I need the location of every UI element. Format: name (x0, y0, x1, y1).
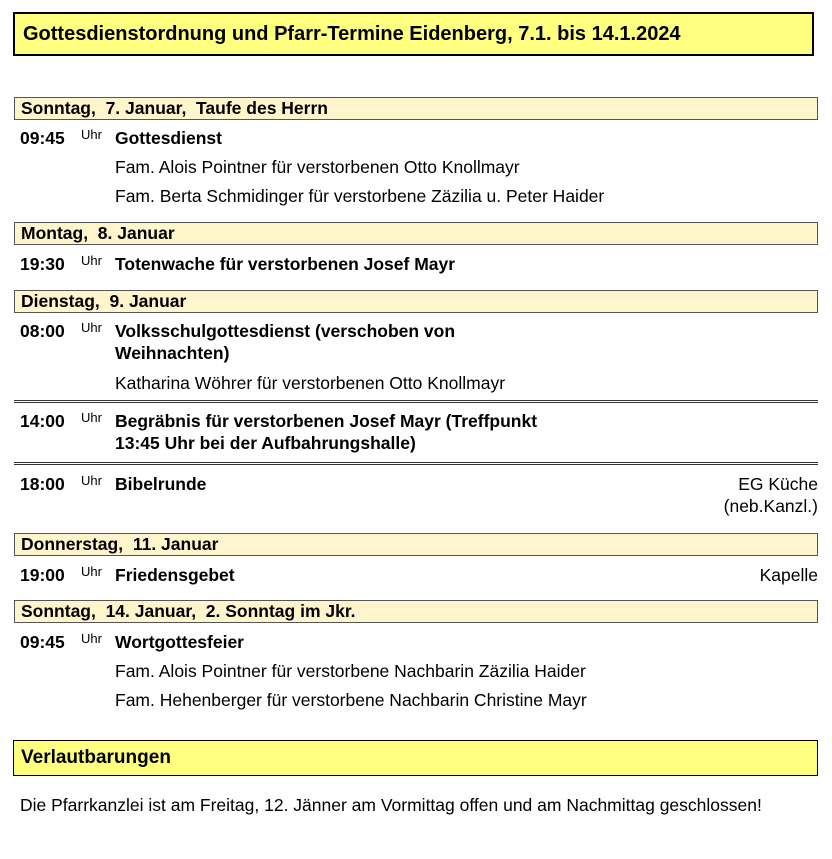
day-heading-donnerstag-11: Donnerstag, 11. Januar (14, 533, 818, 556)
uhr-label: Uhr (81, 410, 102, 425)
event-time: 19:00 (20, 565, 65, 585)
event-separator (14, 400, 818, 403)
event-note: Fam. Berta Schmidinger für verstorbene Zäzilia u. Peter Haider (115, 186, 605, 206)
day-heading-montag-8: Montag, 8. Januar (14, 222, 818, 245)
uhr-label: Uhr (81, 473, 102, 488)
event-title: Wortgottesfeier (115, 632, 244, 652)
event-location: Kapelle (759, 565, 818, 585)
event-note: Fam. Hehenberger für verstorbene Nachbarin Christine Mayr (115, 690, 587, 710)
event-title: Totenwache für verstorbenen Josef Mayr (115, 254, 456, 274)
event-location: EG Küche (neb.Kanzl.) (723, 474, 818, 516)
announcements-heading: Verlautbarungen (13, 740, 818, 776)
event-title: Begräbnis für verstorbenen Josef Mayr (Treffpunkt 13:45 Uhr bei der Aufbahrungshalle) (115, 411, 538, 453)
event-note: Fam. Alois Pointner für verstorbenen Otto Knollmayr (115, 157, 520, 177)
event-note: Katharina Wöhrer für verstorbenen Otto Knollmayr (115, 373, 506, 393)
uhr-label: Uhr (81, 564, 102, 579)
event-title: Gottesdienst (115, 128, 222, 148)
event-time: 18:00 (20, 474, 65, 494)
event-time: 19:30 (20, 254, 65, 274)
event-time: 08:00 (20, 321, 65, 341)
event-separator (14, 462, 818, 465)
uhr-label: Uhr (81, 253, 102, 268)
event-title: Friedensgebet (115, 565, 235, 585)
announcements-text: Die Pfarrkanzlei ist am Freitag, 12. Jänner am Vormittag offen und am Nachmittag geschlossen! (20, 795, 762, 815)
event-time: 09:45 (20, 128, 65, 148)
day-heading-sonntag-7: Sonntag, 7. Januar, Taufe des Herrn (14, 97, 818, 120)
event-time: 09:45 (20, 632, 65, 652)
event-title: Volksschulgottesdienst (verschoben von Weihnachten) (115, 321, 456, 363)
event-title: Bibelrunde (115, 474, 207, 494)
event-time: 14:00 (20, 411, 65, 431)
uhr-label: Uhr (81, 320, 102, 335)
page-title: Gottesdienstordnung und Pfarr-Termine Eidenberg, 7.1. bis 14.1.2024 (13, 12, 814, 56)
uhr-label: Uhr (81, 127, 102, 142)
uhr-label: Uhr (81, 631, 102, 646)
day-heading-dienstag-9: Dienstag, 9. Januar (14, 290, 818, 313)
day-heading-sonntag-14: Sonntag, 14. Januar, 2. Sonntag im Jkr. (14, 600, 818, 623)
event-note: Fam. Alois Pointner für verstorbene Nachbarin Zäzilia Haider (115, 661, 586, 681)
